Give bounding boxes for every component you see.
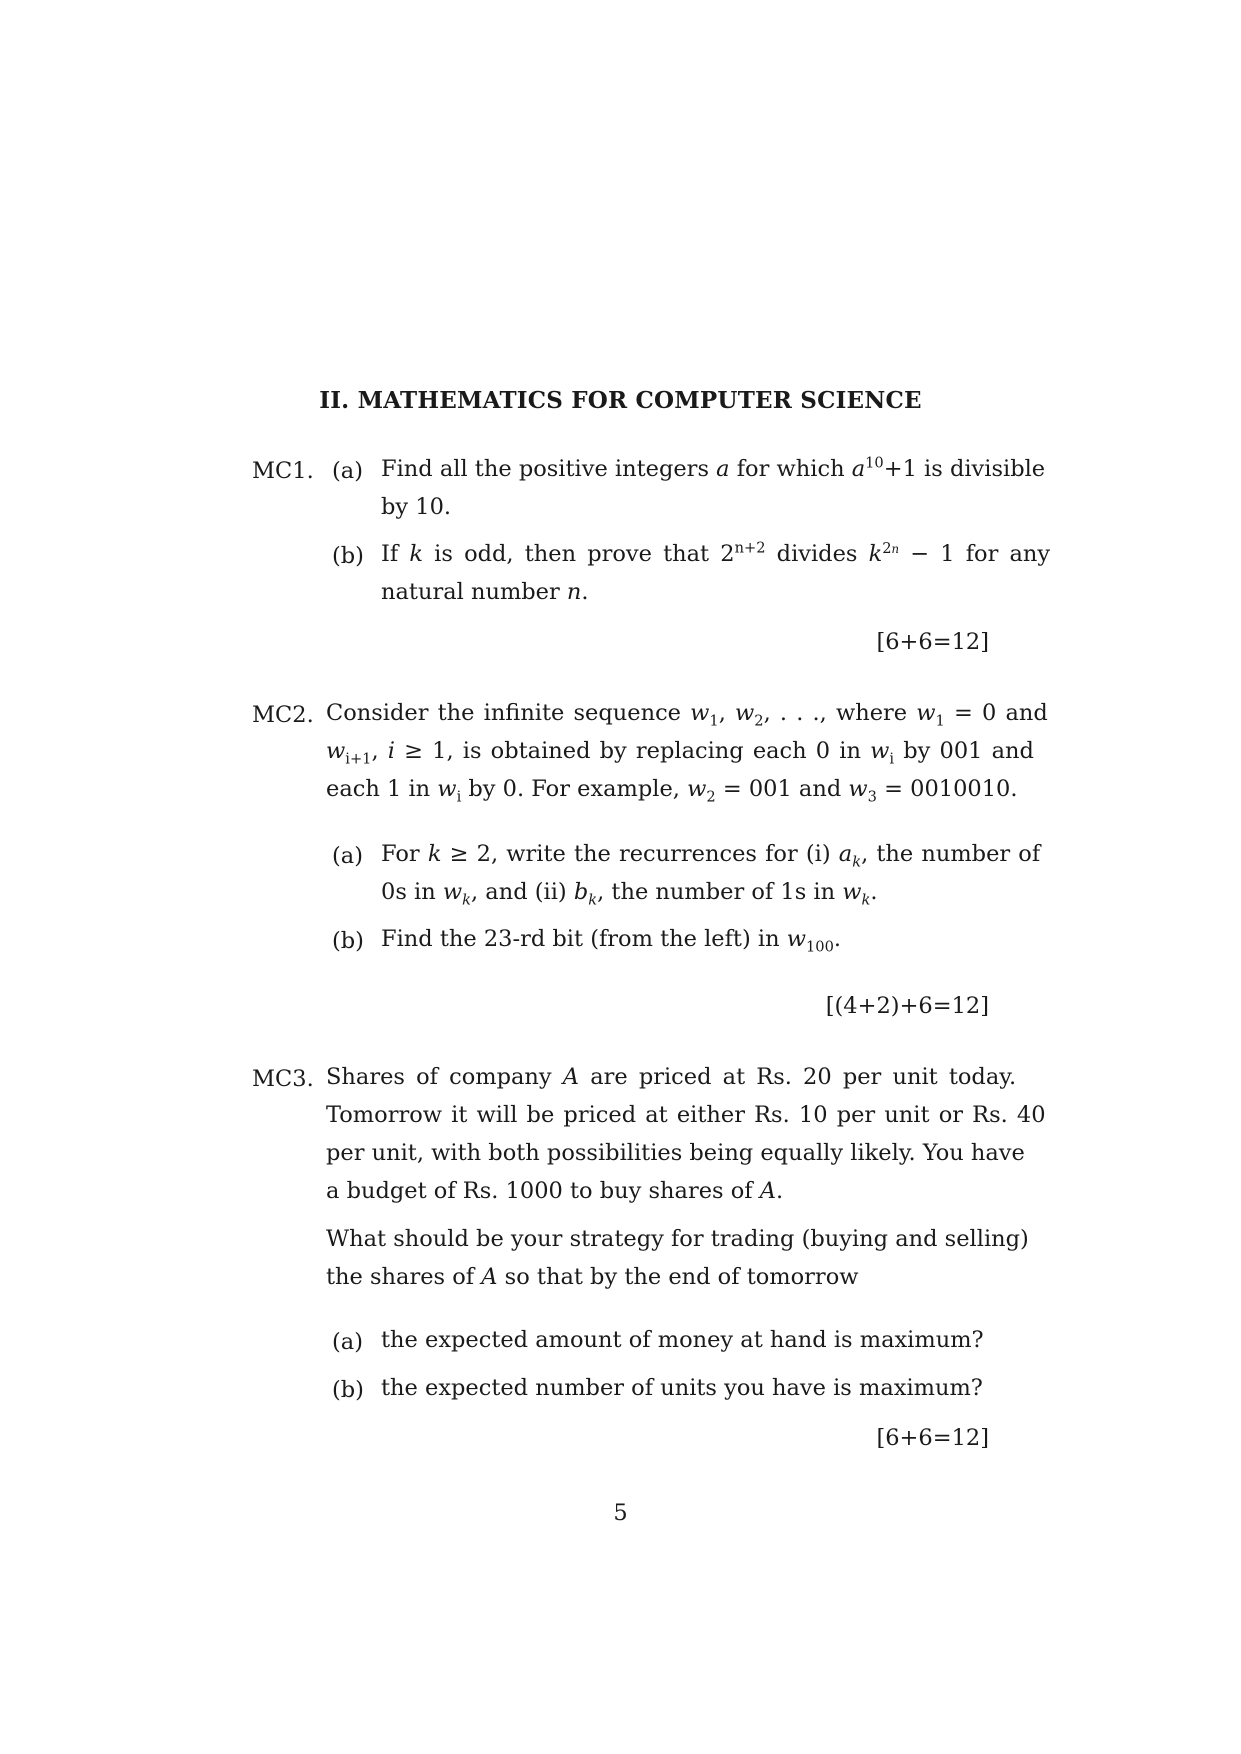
mc2-b-line1: Find the 23-rd bit (from the left) in $w_{100}$. — [381, 926, 842, 956]
section-title: II. MATHEMATICS FOR COMPUTER SCIENCE — [319, 387, 922, 414]
mc3-p1-line1: Shares of company A are priced at Rs. 20 per unit today. — [326, 1064, 1017, 1090]
mc2-intro-line1: Consider the infinite sequence $w_1$, $w_2$, . . ., where $w_1 = 0$ and — [326, 700, 1048, 730]
mc3-p2-line2: the shares of A so that by the end of tomorrow — [326, 1264, 859, 1290]
part-label-mc1-a: (a) — [332, 458, 363, 484]
mc1-b-line2: natural number n. — [381, 579, 589, 605]
mc3-p1-line4: a budget of Rs. 1000 to buy shares of A. — [326, 1178, 784, 1204]
marks-mc1: [6+6=12] — [876, 629, 989, 655]
mc2-intro-line2: $w_{i+1}$, i ≥ 1, is obtained by replacing each 0 in $w_i$ by 001 and — [326, 738, 1034, 768]
marks-mc3: [6+6=12] — [876, 1425, 989, 1451]
mc1-b-line1: If k is odd, then prove that $2^{n+2}$ divides $k^{2n} - 1$ for any — [381, 539, 1051, 567]
part-label-mc3-a: (a) — [332, 1329, 363, 1355]
part-label-mc3-b: (b) — [332, 1377, 364, 1403]
mc2-intro-line3: each 1 in $w_i$ by 0. For example, $w_2 = 001$ and $w_3 = 0010010$. — [326, 776, 1018, 806]
mc3-b-text: the expected number of units you have is maximum? — [381, 1375, 983, 1401]
page-number: 5 — [613, 1500, 628, 1526]
mc2-a-line2: 0s in $w_k$, and (ii) $b_k$, the number of 1s in $w_k$. — [381, 879, 878, 909]
part-label-mc1-b: (b) — [332, 543, 364, 569]
question-label-mc3: MC3. — [252, 1066, 314, 1092]
mc3-p2-line1: What should be your strategy for trading (buying and selling) — [326, 1226, 1029, 1252]
mc3-a-text: the expected amount of money at hand is maximum? — [381, 1327, 984, 1353]
mc3-p1-line2: Tomorrow it will be priced at either Rs. 10 per unit or Rs. 40 — [326, 1102, 1046, 1128]
part-label-mc2-b: (b) — [332, 928, 364, 954]
question-label-mc2: MC2. — [252, 702, 314, 728]
question-label-mc1: MC1. — [252, 458, 314, 484]
mc1-a-line1: Find all the positive integers a for which $a^{10}+1$ is divisible — [381, 454, 1046, 482]
mc3-p1-line3: per unit, with both possibilities being equally likely. You have — [326, 1140, 1025, 1166]
part-label-mc2-a: (a) — [332, 843, 363, 869]
mc1-a-line2: by 10. — [381, 494, 452, 520]
mc2-a-line1: For k ≥ 2, write the recurrences for (i) $a_k$, the number of — [381, 841, 1041, 871]
marks-mc2: [(4+2)+6=12] — [825, 993, 989, 1019]
